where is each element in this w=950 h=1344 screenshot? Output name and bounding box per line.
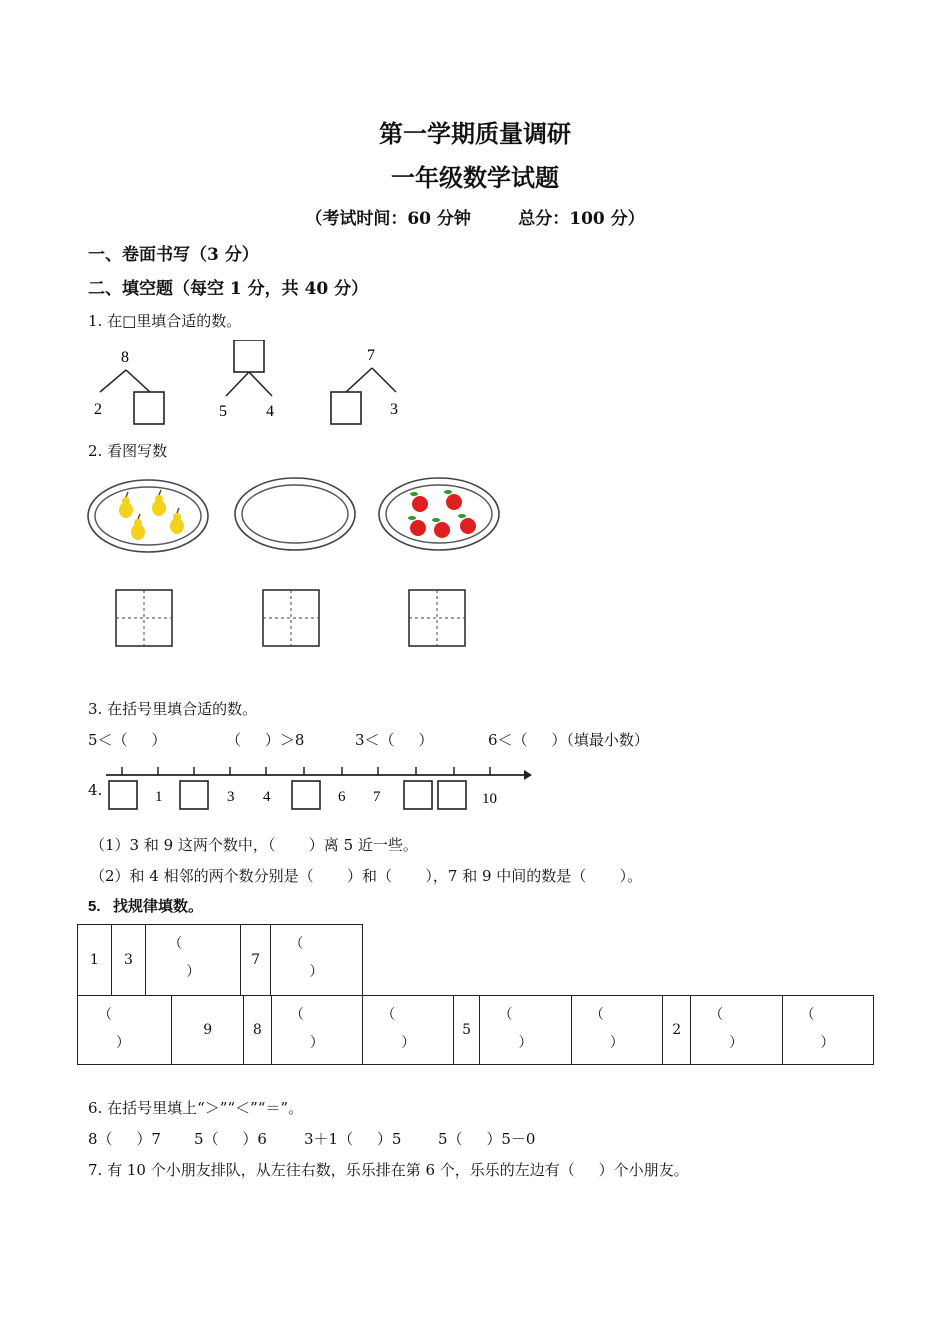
q3-item-3: 3＜（ ） <box>355 731 434 749</box>
plates-illustration <box>86 474 506 654</box>
numberline-label: 1 <box>155 789 163 805</box>
bond-1-left: 2 <box>94 401 102 418</box>
q4-sub-1: （1）3 和 9 这两个数中，（ ）离 5 近一些。 <box>90 836 418 854</box>
bond-tree-1 <box>94 349 164 424</box>
pattern-cell: 8 <box>243 996 271 1065</box>
numberline-box-8 <box>404 781 432 809</box>
pattern-cell: 7 <box>240 925 271 996</box>
numberline-label: 10 <box>482 791 497 807</box>
bond-3-right: 3 <box>390 401 398 418</box>
q3-item-1: 5＜（ ） <box>88 731 167 749</box>
exam-info: （考试时间：60 分钟 总分：100 分） <box>305 209 645 229</box>
section-2-heading: 二、填空题（每空 1 分，共 40 分） <box>88 279 369 299</box>
number-line <box>104 760 534 818</box>
pattern-cell: 2 <box>663 996 691 1065</box>
q6-item-4: 5（ ）5－0 <box>438 1130 536 1148</box>
pattern-blank-cell[interactable]: （ ） <box>782 996 873 1065</box>
pattern-cell: 1 <box>78 925 112 996</box>
pattern-blank-cell[interactable]: （ ） <box>480 996 571 1065</box>
pattern-table-row-2 <box>77 995 874 1065</box>
bond-tree-3 <box>331 347 398 424</box>
pattern-blank-cell[interactable]: （ ） <box>691 996 782 1065</box>
writing-grid-1 <box>116 590 172 646</box>
q1-text: 1. 在□里填合适的数。 <box>88 312 242 330</box>
bond-2-answer-box <box>234 340 264 372</box>
q4-label: 4. <box>88 781 103 799</box>
q3-item-2: （ ）＞8 <box>226 731 305 749</box>
pattern-cell: 5 <box>453 996 480 1065</box>
bond-1-answer-box <box>134 392 164 424</box>
bond-3-answer-box <box>331 392 361 424</box>
q4-sub-2: （2）和 4 相邻的两个数分别是（ ）和（ ），7 和 9 中间的数是（ ）。 <box>90 867 643 885</box>
pattern-cell: 3 <box>111 925 146 996</box>
pattern-blank-cell[interactable]: （ ） <box>146 925 241 996</box>
q2-text: 2. 看图写数 <box>88 442 168 460</box>
numberline-box-0 <box>109 781 137 809</box>
bond-2-right: 4 <box>266 403 274 420</box>
writing-grid-3 <box>409 590 465 646</box>
section-1-heading: 一、卷面书写（3 分） <box>88 245 259 265</box>
title-line-2: 一年级数学试题 <box>391 163 559 192</box>
q6-item-2: 5（ ）6 <box>194 1130 267 1148</box>
numberline-box-5 <box>292 781 320 809</box>
title-line-1: 第一学期质量调研 <box>379 119 571 148</box>
bond-2-left: 5 <box>219 403 227 420</box>
q6-text: 6. 在括号里填上“＞”“＜”“＝”。 <box>88 1099 304 1117</box>
pattern-blank-cell[interactable]: （ ） <box>571 996 662 1065</box>
pattern-blank-cell[interactable]: （ ） <box>363 996 453 1065</box>
pattern-blank-cell[interactable]: （ ） <box>271 925 363 996</box>
numberline-label: 6 <box>338 789 346 805</box>
number-bond-diagram <box>88 340 418 430</box>
q3-text: 3. 在括号里填合适的数。 <box>88 700 258 718</box>
pattern-blank-cell[interactable]: （ ） <box>271 996 362 1065</box>
q6-item-1: 8（ ）7 <box>88 1130 161 1148</box>
pattern-cell: 9 <box>172 996 244 1065</box>
q6-item-3: 3＋1（ ）5 <box>304 1130 402 1148</box>
q3-item-4: 6＜（ ）（填最小数） <box>488 731 649 749</box>
pattern-blank-cell[interactable]: （ ） <box>78 996 172 1065</box>
pattern-table-row-1 <box>77 924 363 996</box>
plate-empty <box>235 478 355 550</box>
numberline-label: 3 <box>227 789 235 805</box>
numberline-label: 7 <box>373 789 381 805</box>
bond-3-top: 7 <box>367 347 375 364</box>
numberline-box-9 <box>438 781 466 809</box>
numberline-label: 4 <box>263 789 271 805</box>
q5-title: 5. 找规律填数。 <box>88 898 204 915</box>
bond-tree-2 <box>219 340 274 420</box>
plate-pears <box>88 480 208 552</box>
q7-text: 7. 有 10 个小朋友排队，从左往右数，乐乐排在第 6 个，乐乐的左边有（ ）个小朋友。 <box>88 1161 689 1179</box>
numberline-box-2 <box>180 781 208 809</box>
plate-apples <box>379 478 499 550</box>
bond-1-top: 8 <box>121 349 129 366</box>
writing-grid-2 <box>263 590 319 646</box>
